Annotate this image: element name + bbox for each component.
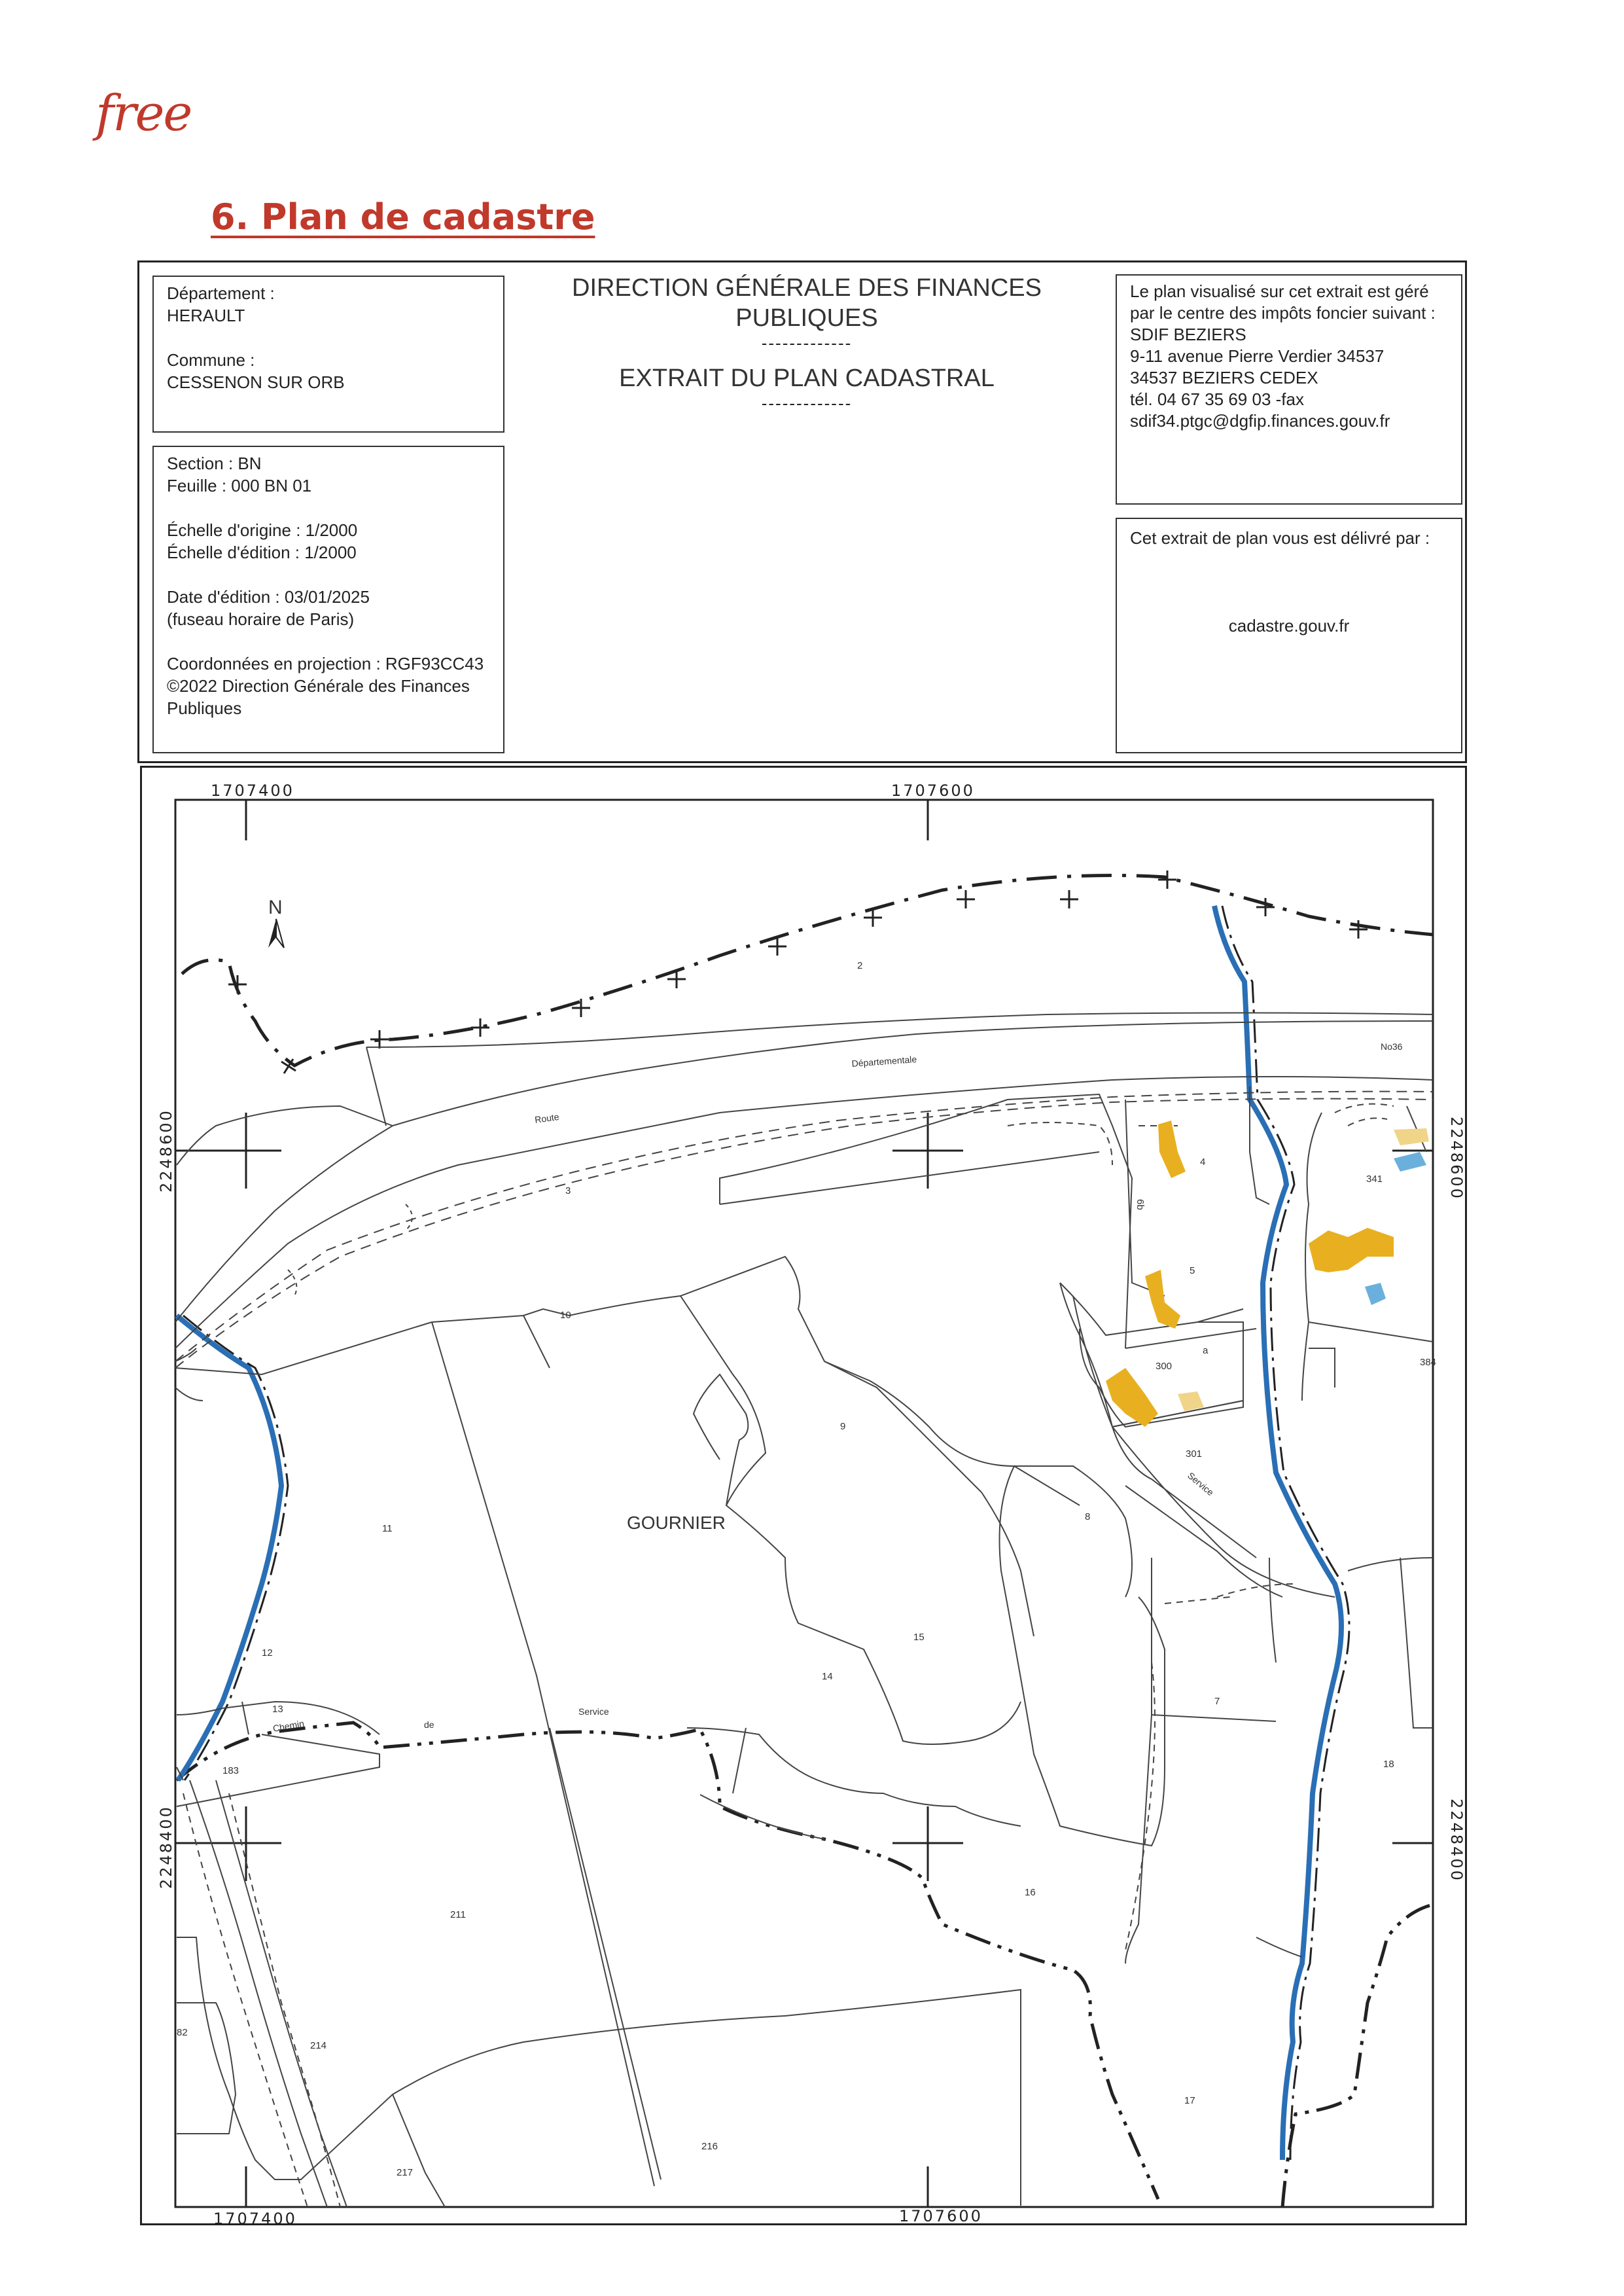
- section-title: 6. Plan de cadastre: [211, 196, 595, 238]
- parcel-18: 18: [1383, 1759, 1394, 1770]
- section-value: Section : BN: [167, 454, 262, 473]
- commune-label: Commune :: [167, 350, 255, 370]
- office-line4: 9-11 avenue Pierre Verdier 34537: [1130, 346, 1385, 366]
- parcel-8: 8: [1085, 1511, 1091, 1522]
- coord-y-left-top: 2248600: [157, 1109, 175, 1193]
- date-edition: Date d'édition : 03/01/2025: [167, 587, 370, 607]
- parcel-6b: 6b: [1135, 1199, 1146, 1210]
- parcel-16: 16: [1025, 1887, 1036, 1898]
- parcel-341: 341: [1366, 1174, 1383, 1185]
- parcel-211: 211: [450, 1909, 466, 1920]
- feuille-value: Feuille : 000 BN 01: [167, 476, 312, 495]
- coord-x-bottom-left: 1707400: [213, 2210, 297, 2228]
- office-line5: 34537 BEZIERS CEDEX: [1130, 368, 1318, 387]
- title-extrait: EXTRAIT DU PLAN CADASTRAL: [619, 365, 995, 392]
- grid-crosses: [211, 1113, 963, 1881]
- coord-y-right-top: 2248600: [1447, 1117, 1466, 1200]
- coord-x-top-left: 1707400: [211, 781, 294, 800]
- parcel-183: 183: [222, 1765, 239, 1776]
- title-separator-2: -------------: [761, 393, 853, 413]
- label-chemin: Chemin: [272, 1717, 306, 1734]
- parcel-a: a: [1203, 1345, 1209, 1356]
- commune-value: CESSENON SUR ORB: [167, 372, 345, 392]
- copyright-line1: ©2022 Direction Générale des Finances: [167, 676, 470, 696]
- place-name-gournier: GOURNIER: [627, 1513, 726, 1533]
- parcel-12: 12: [262, 1647, 273, 1659]
- label-service-2: Service: [1186, 1470, 1216, 1498]
- label-route: Route: [534, 1111, 560, 1125]
- north-arrow: [268, 897, 284, 948]
- parcel-14: 14: [822, 1671, 833, 1682]
- departement-value: HERAULT: [167, 306, 245, 325]
- echelle-origine: Échelle d'origine : 1/2000: [167, 520, 358, 540]
- label-de: de: [424, 1719, 434, 1730]
- parcel-384: 384: [1420, 1357, 1437, 1368]
- parcel-4: 4: [1200, 1157, 1206, 1168]
- free-logo: free: [96, 84, 192, 142]
- office-line2: par le centre des impôts foncier suivant :: [1130, 303, 1436, 323]
- parcel-9: 9: [840, 1421, 846, 1432]
- parcel-lines: [175, 1013, 1433, 2208]
- echelle-edition: Échelle d'édition : 1/2000: [167, 543, 357, 562]
- coord-y-right-bottom: 2248400: [1447, 1799, 1466, 1882]
- parcel-2: 2: [857, 960, 863, 971]
- parcel-301: 301: [1186, 1448, 1203, 1460]
- office-line3: SDIF BEZIERS: [1130, 325, 1246, 344]
- departement-label: Département :: [167, 283, 275, 303]
- delivery-label: Cet extrait de plan vous est délivré par :: [1130, 528, 1430, 548]
- watercourses: [177, 906, 1349, 2160]
- fuseau: (fuseau horaire de Paris): [167, 609, 355, 629]
- parcel-17: 17: [1184, 2095, 1195, 2106]
- commune-boundary-south: [177, 1723, 1158, 2199]
- north-label: N: [268, 897, 283, 918]
- title-separator-1: -------------: [761, 333, 853, 353]
- coord-x-bottom-right: 1707600: [899, 2207, 983, 2225]
- parcel-214: 214: [310, 2040, 327, 2051]
- label-no36: No36: [1381, 1041, 1403, 1052]
- parcel-217: 217: [397, 2167, 414, 2178]
- label-departementale: Départementale: [851, 1054, 917, 1069]
- parcel-7: 7: [1214, 1696, 1220, 1707]
- coord-y-left-bottom: 2248400: [157, 1805, 175, 1889]
- delivery-site: cadastre.gouv.fr: [1228, 616, 1350, 636]
- parcel-3: 3: [565, 1185, 571, 1196]
- parcel-216: 216: [701, 2141, 718, 2152]
- parcel-15: 15: [913, 1632, 925, 1643]
- office-email: sdif34.ptgc@dgfip.finances.gouv.fr: [1130, 411, 1390, 431]
- coordonnees: Coordonnées en projection : RGF93CC43: [167, 654, 484, 673]
- parcel-82: 82: [177, 2027, 188, 2038]
- office-line1: Le plan visualisé sur cet extrait est géré: [1130, 281, 1429, 301]
- parcel-300: 300: [1156, 1361, 1173, 1372]
- copyright-line2: Publiques: [167, 698, 242, 718]
- office-line6: tél. 04 67 35 69 03 -fax: [1130, 389, 1304, 409]
- road-labels: [272, 1041, 1403, 1734]
- parcel-5: 5: [1190, 1265, 1195, 1276]
- parcel-11: 11: [382, 1523, 393, 1534]
- title-dgfip: DIRECTION GÉNÉRALE DES FINANCES PUBLIQUES: [572, 274, 1042, 332]
- label-service: Service: [578, 1706, 609, 1717]
- coord-x-top-right: 1707600: [891, 781, 975, 800]
- parcel-10: 10: [560, 1310, 571, 1321]
- parcel-13: 13: [272, 1704, 283, 1715]
